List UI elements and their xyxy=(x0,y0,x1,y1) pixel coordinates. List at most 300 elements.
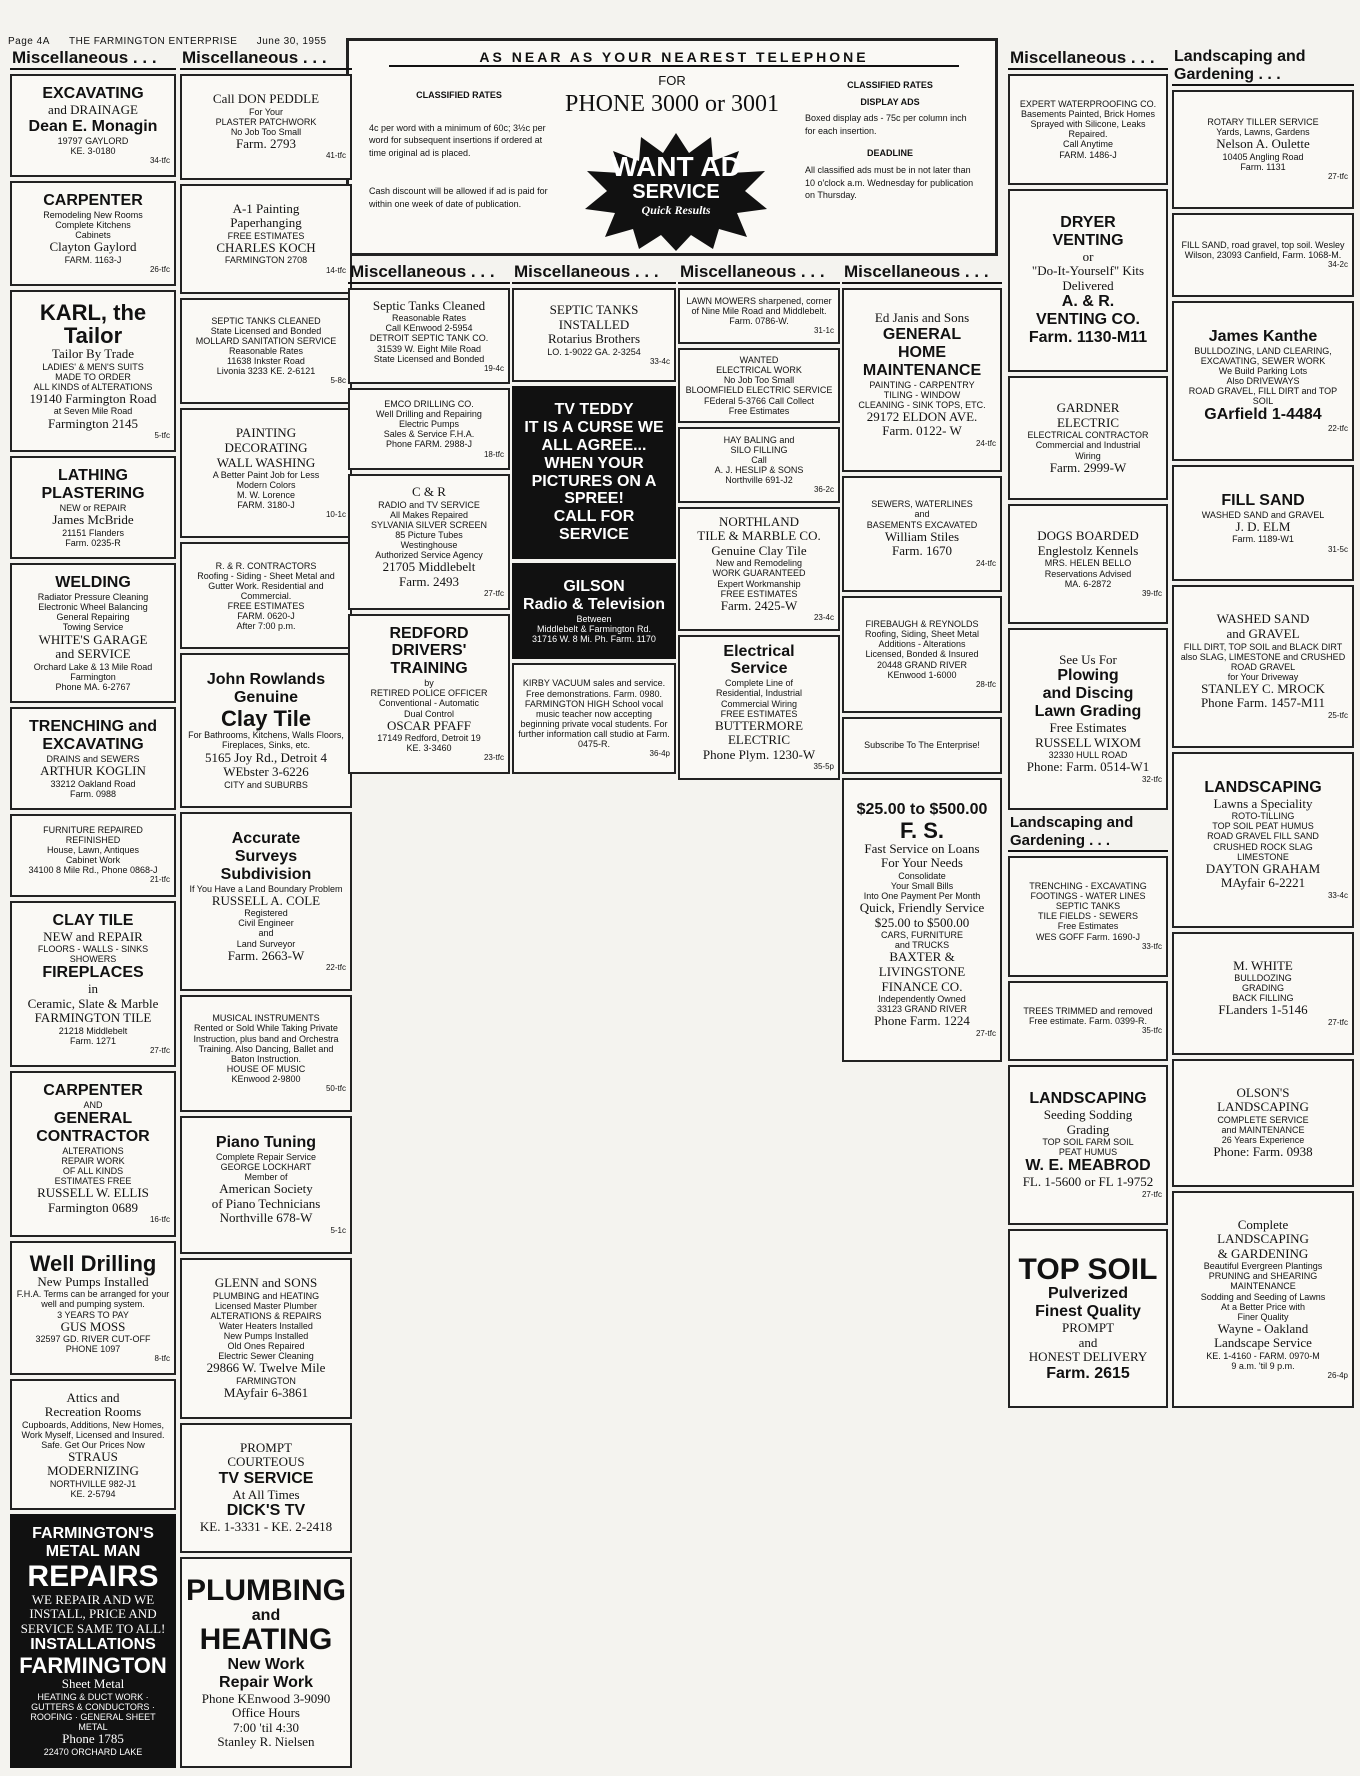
ad-line: Farm. 2425-W xyxy=(720,597,798,613)
col5-ad-3 xyxy=(678,507,840,631)
ad-line: 3 YEARS TO PAY xyxy=(57,1309,129,1320)
section-header-misc: Miscellaneous . . . xyxy=(348,262,510,284)
ad-line: FIREBAUGH & REYNOLDS xyxy=(865,619,979,630)
ad-line: No Job Too Small xyxy=(230,126,302,137)
banner-for: FOR xyxy=(658,73,686,88)
ad-line: HAY BALING and xyxy=(723,435,795,446)
section-header-misc: Miscellaneous . . . xyxy=(180,48,352,70)
col8-ad-2 xyxy=(1172,301,1354,461)
ad-code: 27-tfc xyxy=(1141,1189,1162,1199)
ad-line: Complete xyxy=(1237,1216,1289,1232)
ad-line: Roofing - Siding - Sheet Metal and Gutter Work. Residential and Commercial. xyxy=(197,570,335,601)
ad-line: A. & R. xyxy=(1061,293,1115,311)
ad-line: ARTHUR KOGLIN xyxy=(40,763,146,779)
ad-line: 9 a.m. 'til 9 p.m. xyxy=(1231,1360,1295,1371)
ad-line: Sheet Metal xyxy=(61,1676,125,1692)
ad-line: DOGS BOARDED xyxy=(1037,528,1139,544)
col8-ad-5 xyxy=(1172,752,1354,928)
ad-line: Sales & Service F.H.A. xyxy=(383,429,475,440)
ad-line: CARS, FURNITURE xyxy=(880,930,963,941)
ad-line: REPAIR WORK xyxy=(61,1156,125,1167)
ad-line: At a Better Price with xyxy=(1220,1301,1306,1312)
ad-line: TRENCHING and xyxy=(29,718,157,736)
ad-line: Member of xyxy=(244,1172,288,1183)
ad-line: 19140 Farmington Road xyxy=(29,390,157,406)
ad-line: Rotarius Brothers xyxy=(547,331,641,347)
ad-line: SEPTIC TANKS xyxy=(1055,901,1121,912)
ad-line: COMPLETE SERVICE xyxy=(1217,1114,1309,1125)
ad-line: RUSSELL A. COLE xyxy=(211,892,321,908)
ad-line: MUSICAL INSTRUMENTS xyxy=(212,1013,320,1024)
ad-line: WASHED SAND xyxy=(1216,611,1310,627)
ad-line: Subscribe To The Enterprise! xyxy=(864,740,980,751)
ad-line: NORTHLAND xyxy=(718,513,800,529)
ad-line: Phone Farm. 1457-M11 xyxy=(1200,695,1326,711)
ad-line: MAyfair 6-2221 xyxy=(1220,875,1306,891)
ad-line: at Seven Mile Road xyxy=(53,406,133,417)
ad-line: 7:00 'til 4:30 xyxy=(233,1719,299,1735)
section-header-misc: Miscellaneous . . . xyxy=(678,262,840,284)
ad-line: and SERVICE xyxy=(55,646,131,662)
ad-line: CARPENTER xyxy=(43,191,143,209)
ad-line: FARMINGTON xyxy=(19,1653,167,1679)
ad-line: PAINTING - CARPENTRY xyxy=(869,379,975,390)
ad-line: TREES TRIMMED and removed Free estimate. Farm. 0399-R. xyxy=(1023,1005,1153,1026)
ad-line: CARPENTER xyxy=(43,1082,143,1100)
ad-line: 21151 Flanders xyxy=(62,527,124,538)
col2-ad-4 xyxy=(180,542,352,649)
ad-line: Livonia 3233 KE. 2-6121 xyxy=(216,366,316,377)
ad-line: RADIO and TV SERVICE xyxy=(378,499,480,510)
ad-line: Modern Colors xyxy=(236,480,296,491)
ad-line: SEWERS, WATERLINES xyxy=(871,499,973,510)
ad-line: FREE ESTIMATES xyxy=(227,230,305,241)
col1-ad-11 xyxy=(10,1514,176,1768)
ad-line: Towing Service xyxy=(62,622,124,633)
ad-line: CITY and SUBURBS xyxy=(224,779,308,790)
ad-line: and TRUCKS xyxy=(894,940,950,951)
ad-line: Commercial and Industrial xyxy=(1035,440,1141,451)
ad-line: 32330 HULL ROAD xyxy=(1048,750,1128,761)
col2-ad-9 xyxy=(180,1258,352,1419)
ad-code: 10-1c xyxy=(325,510,346,520)
ad-line: Cupboards, Additions, New Homes, Work Myself, Licensed and Insured. Safe. Get Our Prices Now xyxy=(21,1419,165,1450)
ad-line: KARL, the Tailor xyxy=(39,299,147,349)
ad-line: FILL SAND xyxy=(1221,491,1305,509)
ad-line: WORK GUARANTEED xyxy=(712,568,806,579)
ad-line: Farm. 1189-W1 xyxy=(1232,534,1294,545)
ad-line: WALL WASHING xyxy=(216,454,316,470)
ad-line: BAXTER & xyxy=(889,949,955,965)
ad-line: R. & R. CONTRACTORS xyxy=(215,560,317,571)
ad-code: 26-4p xyxy=(1327,1371,1348,1381)
ad-code: 22-tfc xyxy=(1327,424,1348,434)
ad-line: Farmington xyxy=(70,671,116,682)
ad-line: NEW and REPAIR xyxy=(43,928,143,944)
ad-code: 36-2c xyxy=(813,485,834,495)
ad-line: 21218 Middlebelt xyxy=(58,1025,128,1036)
ad-line: KE. 1-3331 - KE. 2-2418 xyxy=(199,1519,333,1535)
ad-line: WEbster 3-6226 xyxy=(223,764,309,780)
ad-line: Cabinet Work xyxy=(65,855,121,866)
col2-ad-10 xyxy=(180,1423,352,1553)
col2-ad-3 xyxy=(180,408,352,538)
ad-line: Fast Service on Loans xyxy=(864,840,980,856)
ad-line: and xyxy=(258,928,274,939)
col8-ad-0 xyxy=(1172,90,1354,209)
ad-line: 5165 Joy Rd., Detroit 4 xyxy=(204,749,328,765)
ad-line: Yards, Lawns, Gardens xyxy=(1216,127,1310,138)
col6-ad-0 xyxy=(842,288,1002,472)
ad-line: We Build Parking Lots xyxy=(1218,365,1308,376)
ad-line: Well Drilling and Repairing xyxy=(376,409,482,420)
want-ad-banner xyxy=(346,38,998,256)
col8-ad-8 xyxy=(1172,1191,1354,1408)
ad-line: MAINTENANCE xyxy=(862,361,982,379)
ad-line: ELECTRICAL CONTRACTOR xyxy=(1027,430,1149,441)
ad-line: GLENN and SONS xyxy=(214,1275,318,1291)
col3-ad-0 xyxy=(348,288,510,384)
ad-line: LO. 1-9022 GA. 2-3254 xyxy=(547,346,641,357)
col5-ad-2 xyxy=(678,427,840,503)
ad-line: A Better Paint Job for Less xyxy=(212,470,320,481)
ad-line: Surveys xyxy=(234,847,298,865)
ad-line: 21705 Middlebelt xyxy=(382,559,476,574)
ad-line: ESTIMATES FREE xyxy=(54,1176,132,1187)
ad-line: Phone: Farm. 0514-W1 xyxy=(1026,759,1150,775)
ad-code: 21-tfc xyxy=(149,875,170,885)
ad-line: Repair Work xyxy=(219,1673,313,1691)
ad-line: KIRBY VACUUM sales and service. Free demonstrations. Farm. 0980. xyxy=(522,678,666,699)
col8-ad-4 xyxy=(1172,585,1354,747)
ad-line: RETIRED POLICE OFFICER xyxy=(370,688,488,699)
ad-line: PROMPT xyxy=(1061,1320,1115,1336)
ad-line: OLSON'S xyxy=(1236,1084,1290,1100)
ad-line: MODERNIZING xyxy=(47,1463,139,1479)
ad-line: and MAINTENANCE xyxy=(1221,1125,1305,1136)
ad-line: SILO FILLING xyxy=(730,445,788,456)
ad-line: FINANCE CO. xyxy=(881,978,963,994)
ad-line: Farm. 1271 xyxy=(69,1035,117,1046)
ad-line: GENERAL xyxy=(882,325,962,343)
section-header-misc: Miscellaneous . . . xyxy=(842,262,1002,284)
ad-line: New and Remodeling xyxy=(715,558,803,569)
col1-ad-6 xyxy=(10,814,176,897)
col4-ad-3 xyxy=(512,663,676,774)
ad-line: SHOWERS xyxy=(69,954,117,965)
ad-line: See Us For xyxy=(1059,651,1117,667)
ad-line: TV TEDDY xyxy=(554,400,634,418)
ad-code: 27-tfc xyxy=(483,589,504,599)
ad-line: ROAD GRAVEL, FILL DIRT and TOP SOIL xyxy=(1188,385,1338,407)
ad-line: Well Drilling xyxy=(29,1250,157,1276)
ad-line: State Licensed and Bonded xyxy=(373,353,485,364)
ad-code: 27-tfc xyxy=(149,1046,170,1056)
ad-line: & GARDENING xyxy=(1217,1245,1309,1261)
ad-line: 22470 ORCHARD LAKE xyxy=(43,1746,143,1757)
ad-code: 5-8c xyxy=(330,376,346,386)
ad-line: Commercial Wiring xyxy=(720,698,797,709)
ad-line: GENERAL xyxy=(53,1110,133,1128)
display-ads-title: DISPLAY ADS xyxy=(860,96,920,107)
ad-line: PROMPT xyxy=(239,1439,293,1455)
ad-line: ALTERATIONS & REPAIRS xyxy=(210,1310,322,1321)
col8-ad-3 xyxy=(1172,465,1354,582)
ad-line: WE REPAIR AND WE INSTALL, PRICE AND SERVICE SAME TO ALL! xyxy=(20,1591,166,1636)
ad-line: GARDNER xyxy=(1056,400,1120,416)
ad-line: RUSSELL WIXOM xyxy=(1035,734,1141,750)
column-5 xyxy=(678,262,840,780)
discount-text: Cash discount will be allowed if ad is paid for within one week of date of publication. xyxy=(369,186,548,209)
ad-line: At All Times xyxy=(232,1486,300,1502)
ad-line: Farm. 2615 xyxy=(1046,1364,1130,1382)
ad-line: "Do-It-Yourself" Kits xyxy=(1031,263,1145,279)
section-header-misc: Miscellaneous . . . xyxy=(10,48,176,70)
ad-line: F. S. xyxy=(899,817,944,843)
ad-line: Farm. 2663-W xyxy=(227,947,305,963)
ad-line: HONEST DELIVERY xyxy=(1028,1349,1148,1365)
section-header-landscaping: Landscaping and Gardening . . . xyxy=(1172,48,1354,86)
ad-line: Ceramic, Slate & Marble xyxy=(27,995,159,1011)
ad-line: Northville 691-J2 xyxy=(725,475,793,486)
ad-line: Radio & Television xyxy=(523,596,665,614)
ad-line: FARM. 1163-J xyxy=(64,254,122,265)
ad-line: STANLEY C. MROCK xyxy=(1201,680,1325,696)
ad-line: C & R xyxy=(412,483,446,499)
ad-line: Paperhanging xyxy=(230,215,302,231)
ad-line: Landscape Service xyxy=(1214,1335,1312,1351)
ad-line: Land Surveyor xyxy=(236,938,296,949)
ad-line: Sodding and Seeding of Lawns xyxy=(1200,1291,1326,1302)
ad-line: Free Estimates xyxy=(1057,921,1119,932)
ad-line: EXCAVATING xyxy=(42,736,144,754)
ad-code: 34-2c xyxy=(1327,259,1348,269)
col2-ad-2 xyxy=(180,298,352,405)
ad-line: For Your xyxy=(248,106,284,117)
col2-ad-11 xyxy=(180,1557,352,1768)
ad-line: FILL SAND, road gravel, top soil. Wesley Wilson, 23093 Canfield, Farm. 1068-M. xyxy=(1181,239,1345,260)
ad-line: HOUSE OF MUSIC xyxy=(226,1063,306,1074)
column-4 xyxy=(512,262,676,774)
ad-line: CONTRACTOR xyxy=(36,1128,150,1146)
ad-line: Farm. 2493 xyxy=(399,573,459,589)
col3-ad-1 xyxy=(348,388,510,470)
col5-ad-0 xyxy=(678,288,840,344)
ad-line: for Your Driveway xyxy=(1227,671,1299,682)
ad-line: Reservations Advised xyxy=(1044,568,1132,579)
ad-line: COURTEOUS xyxy=(227,1454,305,1470)
col2-ad-5 xyxy=(180,653,352,808)
ad-line: ELECTRIC xyxy=(1056,414,1120,430)
ad-line: ROAD GRAVEL FILL SAND xyxy=(1207,831,1319,842)
ad-line: F.H.A. Terms can be arranged for your well and pumping system. xyxy=(16,1289,170,1310)
ad-line: CHARLES KOCH xyxy=(216,239,316,255)
ad-code: 8-tfc xyxy=(154,1354,170,1364)
col7-ad-1 xyxy=(1008,189,1168,372)
ad-line: and Discing xyxy=(1042,685,1134,703)
ad-line: GUS MOSS xyxy=(60,1318,126,1334)
ad-line: Free Estimates xyxy=(728,405,790,416)
ad-line: GEORGE LOCKHART xyxy=(220,1162,312,1173)
ad-line: LANDSCAPING xyxy=(1029,1090,1147,1108)
ad-line: Nelson A. Oulette xyxy=(1216,136,1310,152)
ad-code: 16-tfc xyxy=(149,1215,170,1225)
ad-code: 22-tfc xyxy=(325,963,346,973)
ad-line: BLOOMFIELD ELECTRIC SERVICE xyxy=(685,385,833,396)
col1-ad-1 xyxy=(10,181,176,286)
ad-line: Remodeling New Rooms xyxy=(43,209,143,220)
ad-line: Westinghouse xyxy=(400,539,458,550)
ad-line: PHONE 1097 xyxy=(65,1344,121,1355)
ad-line: BULLDOZING, LAND CLEARING, EXCAVATING, SEWER WORK xyxy=(1194,345,1332,366)
ad-line: FOOTINGS - WATER LINES xyxy=(1030,891,1146,902)
ad-line: and xyxy=(251,1606,281,1624)
ad-line: Civil Engineer xyxy=(238,918,294,929)
ad-line: Call Anytime xyxy=(1062,139,1114,150)
ad-line: KE. 1-4160 - FARM. 0970-M xyxy=(1206,1350,1320,1361)
col1-ad-10 xyxy=(10,1379,176,1510)
ad-line: Electronic Wheel Balancing xyxy=(38,602,148,613)
ad-line: Farm. 1670 xyxy=(892,543,952,559)
ad-line: For Your Needs xyxy=(881,855,963,871)
ad-line: ALL KINDS of ALTERATIONS xyxy=(33,381,153,392)
ad-line: Clay Tile xyxy=(220,706,312,732)
ad-line: NEW or REPAIR xyxy=(59,503,127,514)
ad-line: TOP SOIL xyxy=(1018,1252,1158,1286)
ad-line: John Rowlands xyxy=(206,671,326,689)
col1-ad-7 xyxy=(10,901,176,1068)
col7-ad-0 xyxy=(1008,74,1168,185)
ad-code: 19-4c xyxy=(483,363,504,373)
ad-line: HEATING & DUCT WORK · GUTTERS & CONDUCTORS · ROOFING · GENERAL SHEET METAL xyxy=(30,1691,156,1733)
section-header-misc: Miscellaneous . . . xyxy=(512,262,676,284)
ad-line: Genuine Clay Tile xyxy=(711,542,807,558)
ad-line: Englestolz Kennels xyxy=(1037,542,1139,558)
ad-line: VENTING CO. xyxy=(1035,311,1140,329)
ad-line: Dean E. Monagin xyxy=(28,117,158,135)
ad-line: W. E. MEABROD xyxy=(1025,1157,1151,1175)
ad-line: $25.00 to $500.00 xyxy=(856,800,988,818)
ad-line: Farmington 0689 xyxy=(48,1199,138,1215)
ad-line: TRAINING xyxy=(390,660,468,678)
ad-line: New Work xyxy=(227,1655,305,1673)
ad-line: Phone: Farm. 0938 xyxy=(1213,1144,1313,1160)
ad-line: Accurate xyxy=(231,829,301,847)
ad-line: PLASTERING xyxy=(41,485,145,503)
ad-line: Delivered xyxy=(1062,277,1114,293)
ad-line: PRUNING and SHEARING xyxy=(1208,1271,1318,1282)
ad-line: William Stiles xyxy=(884,528,960,544)
ad-line: Expert Workmanship xyxy=(717,578,801,589)
ad-line: KEnwood 2-9800 xyxy=(231,1073,301,1084)
ad-code: 24-tfc xyxy=(975,558,996,568)
ad-line: New Pumps Installed xyxy=(37,1273,149,1289)
col4-ad-1 xyxy=(512,386,676,559)
ad-code: 28-tfc xyxy=(975,679,996,689)
ad-line: FREE ESTIMATES xyxy=(720,588,798,599)
ad-line: Phone MA. 6-2767 xyxy=(55,681,131,692)
ad-line: Farm. 0988 xyxy=(69,788,117,799)
ad-line: Electric Sewer Cleaning xyxy=(218,1351,314,1362)
ad-line: Into One Payment Per Month xyxy=(863,891,981,902)
ad-code: 31-1c xyxy=(813,325,834,335)
col2-ad-0 xyxy=(180,74,352,180)
ad-line: $25.00 to $500.00 xyxy=(874,914,970,930)
display-ads-text: Boxed display ads - 75c per column inch for each insertion. xyxy=(805,113,967,136)
ad-line: James McBride xyxy=(52,512,134,528)
ad-line: Radiator Pressure Cleaning xyxy=(37,592,149,603)
col1-ad-2 xyxy=(10,290,176,452)
ad-line: or xyxy=(1082,248,1094,264)
ad-line: 29866 W. Twelve Mile xyxy=(206,1360,326,1376)
ad-line: Dual Control xyxy=(403,708,455,719)
ad-line: EMCO DRILLING CO. xyxy=(384,399,474,410)
ad-line: GArfield 1-4484 xyxy=(1204,406,1322,424)
col4-ad-2 xyxy=(512,563,676,659)
ad-line: Tailor By Trade xyxy=(51,346,135,362)
ad-line: Farm. 1130-M11 xyxy=(1028,329,1148,347)
ad-line: FLOORS - WALLS - SINKS xyxy=(37,944,149,955)
ad-line: 19797 GAYLORD xyxy=(57,135,129,146)
ad-line: Recreation Rooms xyxy=(44,1404,142,1420)
ad-line: DICK'S TV xyxy=(226,1502,306,1520)
ad-line: FEderal 5-3766 Call Collect xyxy=(703,395,815,406)
ad-line: American Society xyxy=(219,1181,313,1197)
ad-line: Additions - Alterations xyxy=(878,639,966,650)
ad-line: Authorized Service Agency xyxy=(375,549,483,560)
ad-line: LAWN MOWERS sharpened, corner of Nine Mile Road and Middlebelt. Farm. 0786-W. xyxy=(686,295,832,326)
ad-line: WANTED xyxy=(739,355,779,366)
ad-line: TOP SOIL FARM SOIL xyxy=(1042,1137,1134,1148)
ad-line: Old Ones Repaired xyxy=(227,1341,305,1352)
ad-line: VENTING xyxy=(1052,231,1124,249)
ad-line: ELECTRICAL WORK xyxy=(716,365,802,376)
issue-date: June 30, 1955 xyxy=(256,36,327,47)
ad-line: SEPTIC TANKS CLEANED xyxy=(211,315,321,326)
ad-line: Ed Janis and Sons xyxy=(874,310,970,326)
ad-line: Grading xyxy=(1066,1121,1110,1137)
ad-code: 23-4c xyxy=(813,613,834,623)
ad-line: FARMINGTON TILE xyxy=(34,1010,152,1026)
ad-line: Stanley R. Nielsen xyxy=(217,1734,315,1750)
ad-line: TILE FIELDS - SEWERS xyxy=(1037,911,1139,922)
ad-line: Beautiful Evergreen Plantings xyxy=(1203,1261,1323,1272)
ad-line: ROTARY TILLER SERVICE xyxy=(1207,116,1319,127)
ad-code: 35-tfc xyxy=(1141,1025,1162,1035)
rates-title: CLASSIFIED RATES xyxy=(416,90,502,100)
ad-line: 33212 Oakland Road xyxy=(50,778,136,789)
ad-line: KEnwood 1-6000 xyxy=(887,669,957,680)
ad-line: State Licensed and Bonded xyxy=(210,325,322,336)
ad-line: Phone FARM. 2988-J xyxy=(385,439,473,450)
ad-line: FARM. 3180-J xyxy=(237,500,295,511)
ad-line: in xyxy=(87,981,99,997)
ad-line: PLUMBING xyxy=(186,1574,346,1608)
ad-line: DAYTON GRAHAM xyxy=(1205,860,1321,876)
ad-line: LIVINGSTONE xyxy=(878,963,966,979)
column-1 xyxy=(10,48,176,1768)
ad-code: 5-tfc xyxy=(154,431,170,441)
ad-line: RUSSELL W. ELLIS xyxy=(37,1185,149,1201)
ad-line: Finer Quality xyxy=(1237,1311,1289,1322)
col7-ad-5 xyxy=(1008,856,1168,977)
ad-line: DRIVERS' xyxy=(391,642,467,660)
ad-code: 35-5p xyxy=(813,762,834,772)
column-8 xyxy=(1172,48,1354,1408)
ad-code: 18-tfc xyxy=(483,449,504,459)
col4-ad-0 xyxy=(512,288,676,382)
classified-rates-right xyxy=(805,75,975,202)
